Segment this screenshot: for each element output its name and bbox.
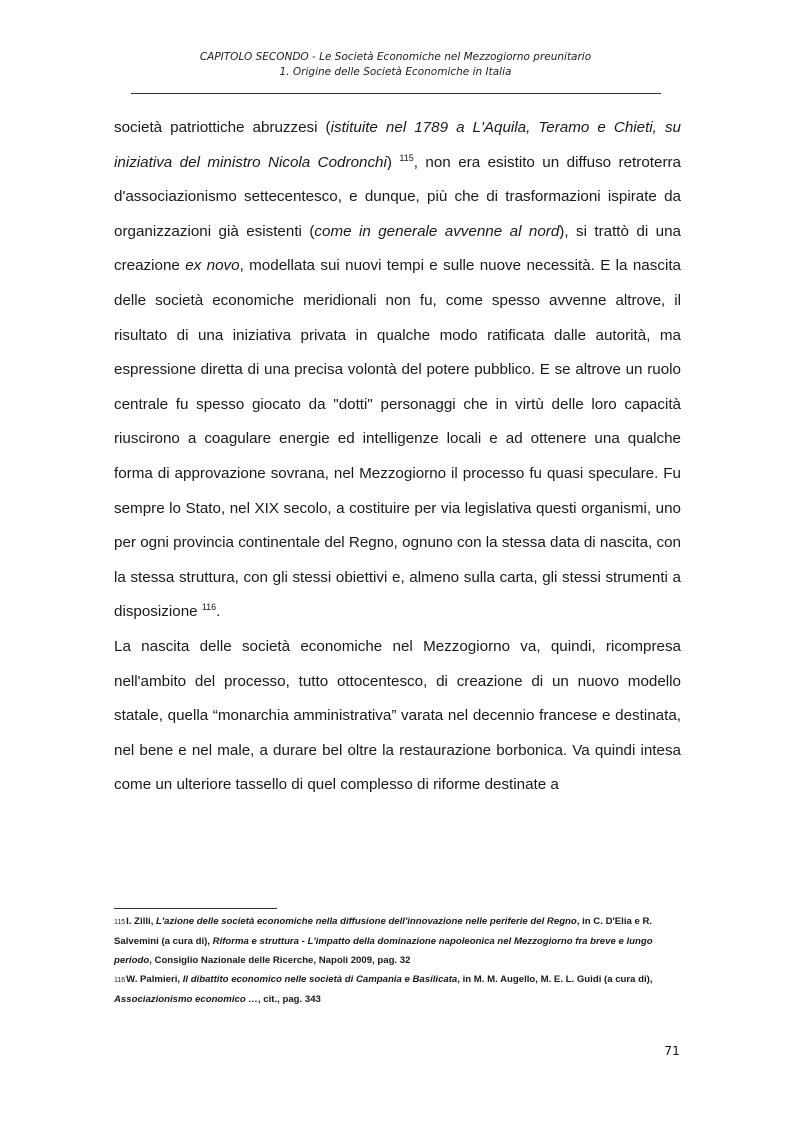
text-run: . (216, 603, 221, 621)
footnote-115 (114, 912, 683, 970)
header-section-title: 1. Origine delle Società Economiche in Italia (279, 66, 512, 78)
paragraph-2: La nascita delle società economiche nel Mezzogiorno va, quindi, ricompresa nell'ambito del processo, tutto ottocentesco, di creazione di un nuovo modello statale, quella “monarchia amministrativa” varata nel decennio francese e destinata, nel bene e nel male, a durare bel oltre la restaurazione borbonica. Va quindi intesa come un ulteriore tassello di quel complesso di riforme destinate a (114, 637, 681, 794)
footnote-divider (114, 908, 277, 909)
footnote-title: Il dibattito economico nelle società di Campania e Basilicata (182, 974, 458, 985)
text-run: , modellata sui nuovi tempi e sulle nuove necessità. E la nascita delle società economiche meridionali non fu, come spesso avvenne altrove, il risultato di una iniziativa privata in qualche modo ratificata dalle autorità, ma espressione diretta di una precisa volontà del potere pubblico. E se altrove un ruolo centrale fu spesso giocato da "dotti" personaggi che in virtù delle loro capacità riuscirono a coagulare energie ed intelligenze locali e ad ottenere una qualche forma di approvazione sovrana, nel Mezzogiorno il processo fu quasi speculare. Fu sempre lo Stato, nel XIX secolo, a costituire per via legislativa questi organismi, uno per ogni provincia continentale del Regno, ognuno con la stessa data di nascita, con la stessa struttura, con gli stessi obiettivi e, almeno sulla carta, gli stessi strumenti a disposizione (114, 257, 681, 621)
footnote-116 (114, 970, 683, 1009)
footnote-title: Riforma e struttura - L'impatto della dominazione napoleonica nel Mezzogiorno fra breve e lungo periodo (114, 936, 653, 966)
footnote-title: L'azione delle società economiche nella diffusione dell'innovazione nelle periferie del Regno (156, 916, 577, 927)
paragraph-1 (114, 111, 681, 630)
page-number: 71 (664, 1043, 680, 1058)
text-run: ) (386, 153, 400, 171)
footnote-ref-115[interactable]: 115 (399, 152, 414, 163)
body-text (114, 111, 681, 803)
footnote-text: , in M. M. Augello, M. E. L. Guidi (a cura di), (457, 974, 653, 985)
footnote-text: , Consiglio Nazionale delle Ricerche, Napoli 2009, pag. 32 (149, 955, 411, 966)
italic-run: come in generale avvenne al nord (314, 222, 560, 240)
italic-run: ex novo (185, 257, 240, 275)
footnote-text: , in C. D'Elia e R. Salvemini (a cura di), (114, 916, 653, 947)
footnote-title: Associazionismo economico … (114, 994, 258, 1005)
running-header (110, 50, 681, 80)
text-run: società patriottiche abruzzesi ( (114, 119, 331, 136)
text-run: , non era esistito un diffuso retroterra d'associazionismo settecentesco, e dunque, più che di trasformazioni ispirate da organizzazioni già esistenti ( (114, 153, 682, 240)
footnotes (114, 912, 683, 1009)
footnote-text: W. Palmieri, (126, 974, 183, 985)
footnote-text: I. Zilli, (126, 916, 157, 927)
footnote-number: 115 (114, 919, 126, 926)
header-divider (131, 93, 661, 94)
italic-run: istituite nel 1789 a L'Aquila, Teramo e Chieti, su iniziativa del ministro Nicola Codronchi (114, 119, 681, 171)
text-run: ), si trattò di una creazione (114, 222, 681, 275)
footnote-text: , cit., pag. 343 (257, 994, 321, 1005)
footnote-ref-116[interactable]: 116 (201, 602, 217, 613)
footnote-number: 116 (114, 977, 126, 984)
header-chapter-title: CAPITOLO SECONDO - Le Società Economiche nel Mezzogiorno preunitario (199, 51, 592, 63)
